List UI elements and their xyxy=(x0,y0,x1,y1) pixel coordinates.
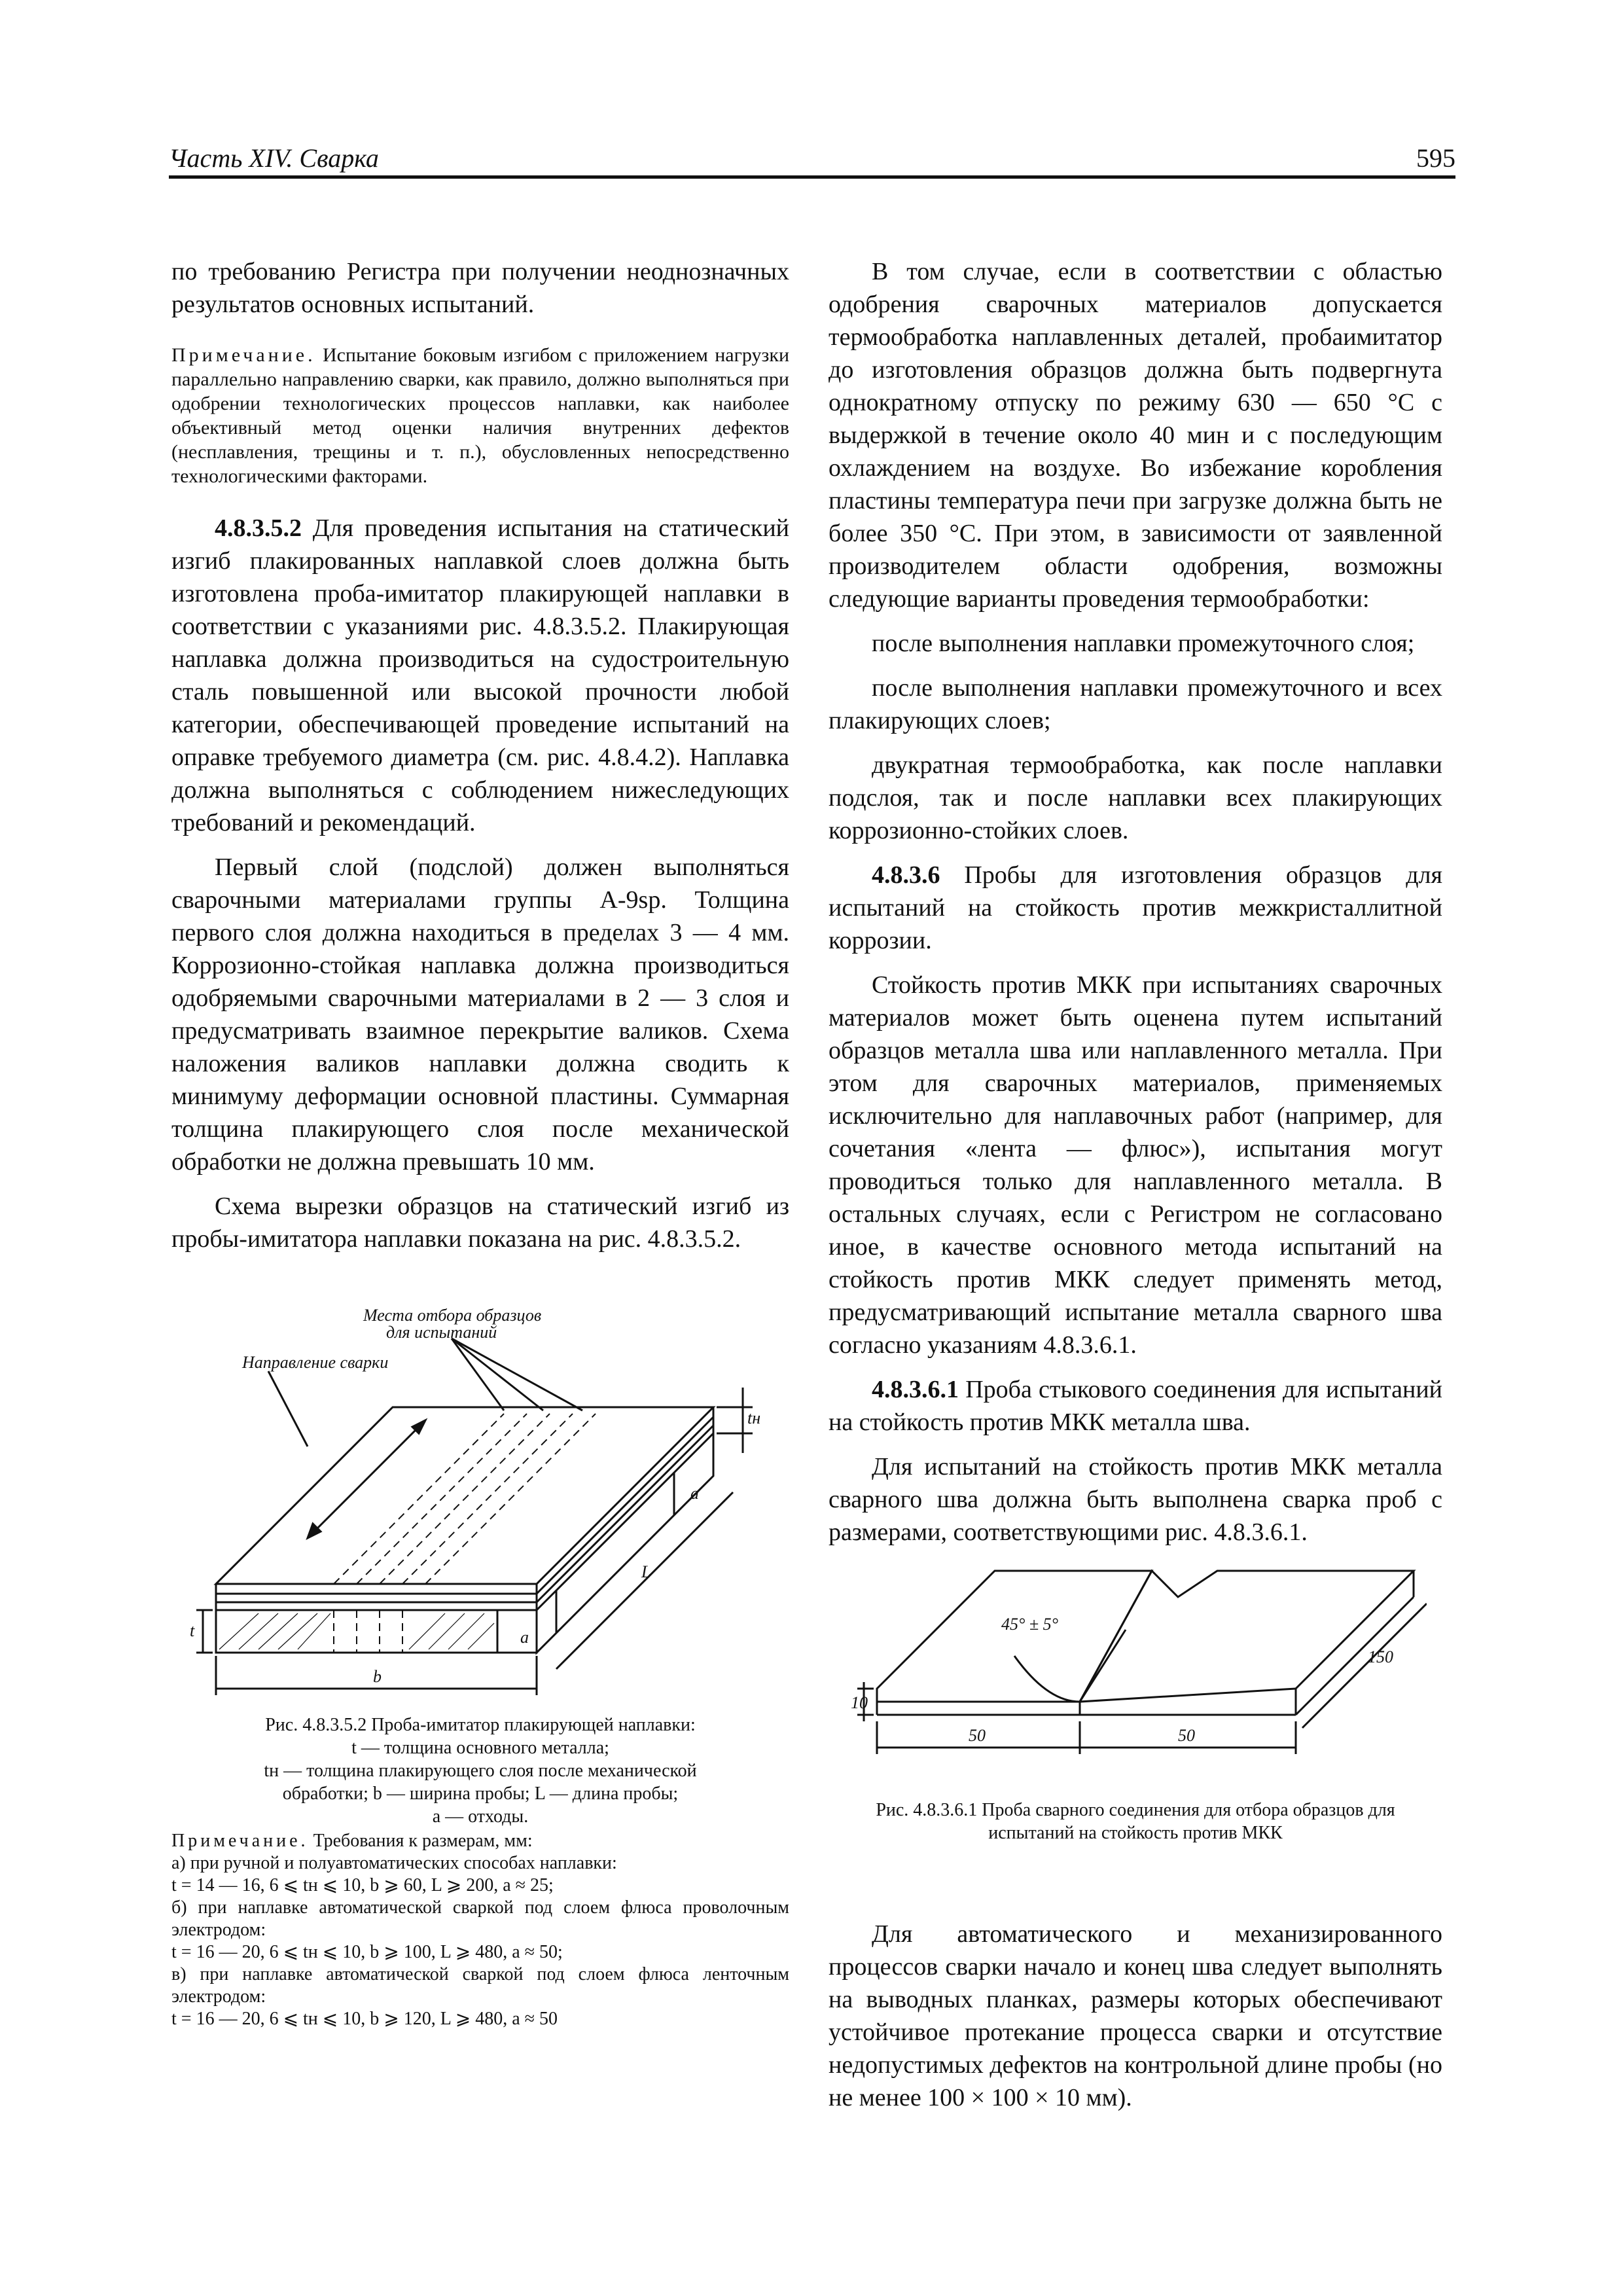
label-width-150: 150 xyxy=(1368,1647,1393,1666)
req-b-values: t = 16 — 20, 6 ⩽ tн ⩽ 10, b ⩾ 100, L ⩾ 480, a ≈ 50; xyxy=(171,1942,563,1962)
figure-caption-4-8-3-5-2 xyxy=(171,1713,789,1828)
label-a-side: a xyxy=(690,1484,699,1503)
label-tn: tн xyxy=(747,1408,761,1427)
req-a-values: t = 14 — 16, 6 ⩽ tн ⩽ 10, b ⩾ 60, L ⩾ 200, a ≈ 25; xyxy=(171,1875,554,1895)
right-column xyxy=(829,255,1442,1549)
req-c: в) при наплавке автоматической сваркой под слоем флюса ленточным электродом: xyxy=(171,1964,789,2007)
note-side-bend xyxy=(171,343,789,488)
paragraph-4-8-3-6-1 xyxy=(829,1373,1442,1439)
header-rule xyxy=(169,175,1455,179)
specimen-top-face xyxy=(216,1407,713,1584)
label-L: L xyxy=(641,1562,651,1581)
figure-butt-joint xyxy=(851,1558,1427,1780)
note-text: Испытание боковым изгибом с приложением нагрузки параллельно направлению сварки, как правило, должно выполняться при одобрении технологических процессов наплавки, как наиболее объективный метод оценки наличия внутренних дефектов (несплавления, трещины и т. п.), обусловленных непосредственно технологическими факторами. xyxy=(171,344,790,487)
paragraph-weld-test: Для испытаний на стойкость против МКК металла сварного шва должна быть выполнена сварка проб с размерами, соответствующими рис. 4.8.3.6.1. xyxy=(829,1453,1442,1546)
paragraph-continuation: по требованию Регистра при получении неоднозначных результатов основных испытаний. xyxy=(171,258,789,318)
req-note-intro: Требования к размерам, мм: xyxy=(313,1831,533,1851)
clause-number: 4.8.3.6 xyxy=(872,861,940,889)
caption-line: испытаний на стойкость против МКК xyxy=(988,1823,1283,1843)
right-column-bottom xyxy=(829,1918,1442,2114)
paragraph-4-8-3-5-2 xyxy=(171,512,789,839)
caption-line: tн — толщина плакирующего слоя после механической xyxy=(264,1761,697,1781)
note-label: Примечание. xyxy=(171,344,316,366)
label-b: b xyxy=(373,1667,382,1686)
caption-line: Рис. 4.8.3.5.2 Проба-имитатор плакирующей наплавки: xyxy=(265,1715,696,1735)
specimen-front-face xyxy=(216,1610,537,1653)
req-a: а) при ручной и полуавтоматических способах наплавки: xyxy=(171,1853,617,1873)
page-number: 595 xyxy=(1416,143,1455,173)
label-sample-sites-2: для испытаний xyxy=(386,1323,497,1342)
caption-line: обработки; b — ширина пробы; L — длина пробы; xyxy=(282,1784,679,1804)
running-header-section: Часть XIV. Сварка xyxy=(169,143,379,173)
paragraph-mkk-resistance: Стойкость против МКК при испытаниях сварочных материалов может быть оценена путем испытаний образцов металла шва или наплавленного металла. При этом для сварочных материалов, применяемых исключительно для наплавочных работ (например, для сочетания «лента — флюс»), испытания могут проводиться только для наплавленного металла. В остальных случаях, если с Регистром не согласовано иное, в качестве основного метода испытаний на стойкость против МКК следует применять метод, предусматривающий испытание металла сварного шва согласно указаниям 4.8.3.6.1. xyxy=(829,971,1442,1359)
left-plate-top xyxy=(877,1571,1152,1702)
label-welding-direction: Направление сварки xyxy=(242,1353,389,1372)
paragraph-cutting-scheme: Схема вырезки образцов на статический изгиб из пробы-имитатора наплавки показана на рис. 4.8.3.5.2. xyxy=(171,1193,789,1253)
paragraph-heat-treatment: В том случае, если в соответствии с областью одобрения сварочных материалов допускается термообработка наплавленных деталей, пробаимитатор до изготовления образцов должна быть подвергнута однократному отпуску по режиму 630 — 650 °C с выдержкой в течение около 40 мин и с последующим охлаждением на воздухе. Во избежание коробления пластины температура печи при загрузке должна быть не более 350 °C. При этом, в зависимости от заявленной производителем области одобрения, возможны следующие варианты проведения термообработки: xyxy=(829,258,1442,613)
left-column xyxy=(171,255,789,1255)
req-intro xyxy=(171,1830,789,1852)
label-length-50-left: 50 xyxy=(969,1726,986,1745)
caption-line: a — отходы. xyxy=(432,1806,529,1827)
req-note-label: Примечание. xyxy=(171,1831,309,1851)
label-groove-angle: 45° ± 5° xyxy=(1001,1615,1059,1634)
butt-joint-drawing xyxy=(851,1558,1427,1780)
clause-text: Проба стыкового соединения для испытаний на стойкость против МКК металла шва. xyxy=(829,1376,1442,1436)
paragraph-4-8-3-6 xyxy=(829,859,1442,957)
caption-line: Рис. 4.8.3.6.1 Проба сварного соединения для отбора образцов для xyxy=(876,1800,1395,1820)
figure-requirements-note xyxy=(171,1830,789,2030)
clause-text: Для проведения испытания на статический изгиб плакированных наплавкой слоев должна быть изготовлена проба-имитатор плакирующей наплавки в соответствии с указаниями рис. 4.8.3.5.2. Плакирующая наплавка должна производиться на судостроительную сталь повышенной или высокой прочности любой категории, обеспечивающей проведение испытаний на оправке требуемого диаметра (см. рис. 4.8.4.2). Наплавка должна выполняться с соблюдением нижеследующих требований и рекомендаций. xyxy=(171,514,789,836)
figure-caption-4-8-3-6-1 xyxy=(829,1799,1442,1844)
option-1: после выполнения наплавки промежуточного слоя; xyxy=(872,630,1415,657)
clause-text: Пробы для изготовления образцов для испытаний на стойкость против межкристаллитной коррозии. xyxy=(829,861,1442,954)
caption-line: t — толщина основного металла; xyxy=(351,1738,609,1758)
req-b: б) при наплавке автоматической сваркой под слоем флюса проволочным электродом: xyxy=(171,1897,789,1940)
req-c-values: t = 16 — 20, 6 ⩽ tн ⩽ 10, b ⩾ 120, L ⩾ 480, a ≈ 50 xyxy=(171,2009,558,2029)
clause-number: 4.8.3.5.2 xyxy=(215,514,302,542)
clad-specimen-drawing xyxy=(190,1302,779,1708)
figure-clad-specimen xyxy=(190,1302,779,1708)
label-thickness-10: 10 xyxy=(851,1693,868,1712)
paragraph-first-layer: Первый слой (подслой) должен выполняться сварочными материалами группы А-9sp. Толщина первого слоя должна находиться в пределах 3 — 4 мм. Коррозионно-стойкая наплавка должна производиться одобряемыми сварочными материалами в 2 — 3 слоя и предусматривать взаимное перекрытие валиков. Схема наложения валиков наплавки должна сводить к минимуму деформации основной пластины. Суммарная толщина плакирующего слоя после механической обработки не должна превышать 10 мм. xyxy=(171,853,789,1175)
paragraph-automatic-welding: Для автоматического и механизированного процессов сварки начало и конец шва следует выполнять на выводных планках, размеры которых обеспечивают устойчивое протекание процесса сварки и отсутствие недопустимых дефектов на контрольной длине пробы (но не менее 100 × 100 × 10 мм). xyxy=(829,1920,1442,2111)
label-t: t xyxy=(190,1621,195,1640)
label-sample-sites-1: Места отбора образцов xyxy=(363,1306,542,1325)
label-a-front: a xyxy=(520,1628,529,1647)
label-length-50-right: 50 xyxy=(1178,1726,1195,1745)
clause-number: 4.8.3.6.1 xyxy=(872,1376,959,1403)
option-3: двукратная термообработка, как после наплавки подслоя, так и после наплавки всех плакирующих коррозионно-стойких слоев. xyxy=(829,751,1442,844)
option-2: после выполнения наплавки промежуточного и всех плакирующих слоев; xyxy=(829,674,1442,734)
